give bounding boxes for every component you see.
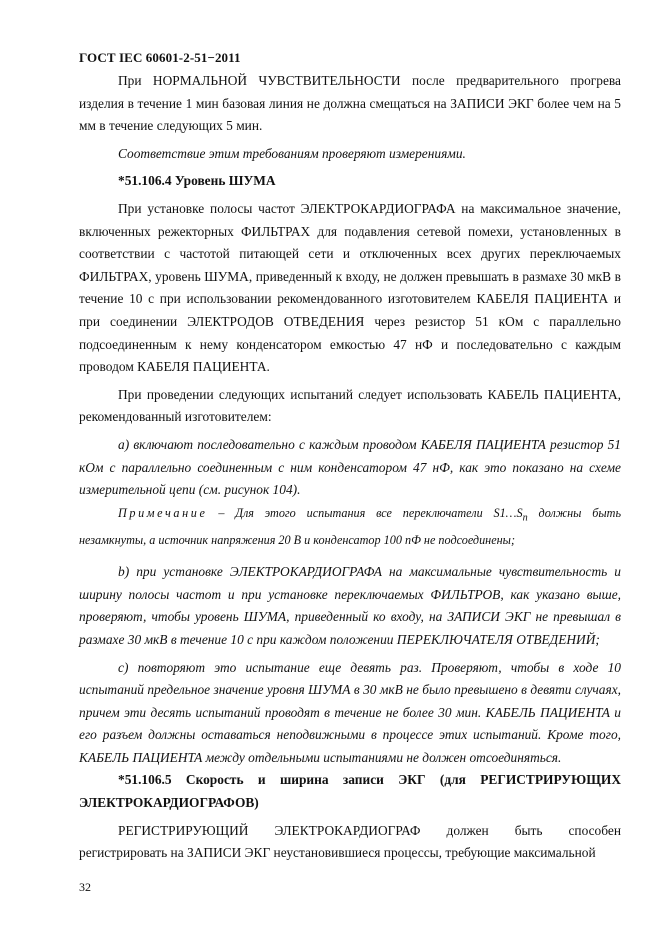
section-heading-ecg-speed: *51.106.5 Скорость и ширина записи ЭКГ (для РЕГИСТРИРУЮЩИХ ЭЛЕКТРОКАРДИОГРАФОВ)	[79, 772, 621, 811]
paragraph-test-cable: При проведении следующих испытаний следует использовать КАБЕЛЬ ПАЦИЕНТА, рекомендованный изготовителем:	[79, 386, 621, 425]
paragraph-compliance-check: Соответствие этим требованиям проверяют измерениями.	[118, 145, 466, 161]
document-body	[79, 70, 621, 865]
page-number: 32	[79, 880, 91, 894]
note-text-part-1: – Для этого испытания все переключатели S1…S	[207, 505, 523, 520]
note-label: Примечание	[118, 505, 208, 520]
list-item-b: b) при установке ЭЛЕКТРОКАРДИОГРАФА на максимальные чувствительность и ширину полосы частот и при установке переключаемых ФИЛЬТРОВ, как указано выше, проверяют, чтобы уровень ШУМА, приведенный ко входу, на ЗАПИСИ ЭКГ не превышал в размахе 30 мкВ в течение 10 с при каждом положении ПЕРЕКЛЮЧАТЕЛЯ ОТВЕДЕНИЙ;	[79, 564, 621, 647]
section-heading-noise-level: *51.106.4 Уровень ШУМА	[118, 173, 276, 189]
list-item-a: а) включают последовательно с каждым проводом КАБЕЛЯ ПАЦИЕНТА резистор 51 кОм с параллельно соединенным с ним конденсатором 47 нФ, как это показано на схеме измерительной цепи (см. рисунок 104).	[79, 436, 621, 498]
note-text-part-2: должны быть незамкнуты, а источник напряжения 20 В и конденсатор 100 пФ не подсоединены;	[79, 505, 622, 548]
note-subscript: n	[522, 512, 528, 524]
document-header: ГОСТ IEC 60601-2-51−2011	[79, 50, 241, 65]
note-paragraph	[79, 502, 621, 551]
paragraph-recording-electrocardiograph: РЕГИСТРИРУЮЩИЙ ЭЛЕКТРОКАРДИОГРАФ должен быть способен регистрировать на ЗАПИСИ ЭКГ неустановившиеся процессы, требующие максимальной	[79, 822, 621, 861]
list-item-c: с) повторяют это испытание еще девять раз. Проверяют, чтобы в ходе 10 испытаний предельное значение уровня ШУМА в 30 мкВ не было превышено в девяти случаях, причем эти десять испытаний проводят в течение не более 30 мин. КАБЕЛЬ ПАЦИЕНТА и его разъем должны оставаться неподвижными в процессе этих испытаний. Кроме того, КАБЕЛЬ ПАЦИЕНТА между отдельными испытаниями не должен отсоединяться.	[79, 659, 621, 765]
paragraph-noise-requirement: При установке полосы частот ЭЛЕКТРОКАРДИОГРАФА на максимальное значение, включенных режекторных ФИЛЬТРАХ для подавления сетевой помехи, установленных в соответствии с частотой питающей сети и отключенных всех других переключаемых ФИЛЬТРАХ, уровень ШУМА, приведенный к входу, не должен превышать в размахе 30 мкВ в течение 10 с при использовании рекомендованного изготовителем КАБЕЛЯ ПАЦИЕНТА и при соединении ЭЛЕКТРОДОВ ОТВЕДЕНИЯ через резистор 51 кОм с параллельно подсоединенным к нему конденсатором емкостью 47 нФ и последовательно с каждым проводом КАБЕЛЯ ПАЦИЕНТА.	[79, 200, 621, 375]
paragraph-baseline-drift: При НОРМАЛЬНОЙ ЧУВСТВИТЕЛЬНОСТИ после предварительного прогрева изделия в течение 1 мин базовая линия не должна смещаться на ЗАПИСИ ЭКГ более чем на 5 мм в течение следующих 5 мин.	[79, 73, 621, 134]
